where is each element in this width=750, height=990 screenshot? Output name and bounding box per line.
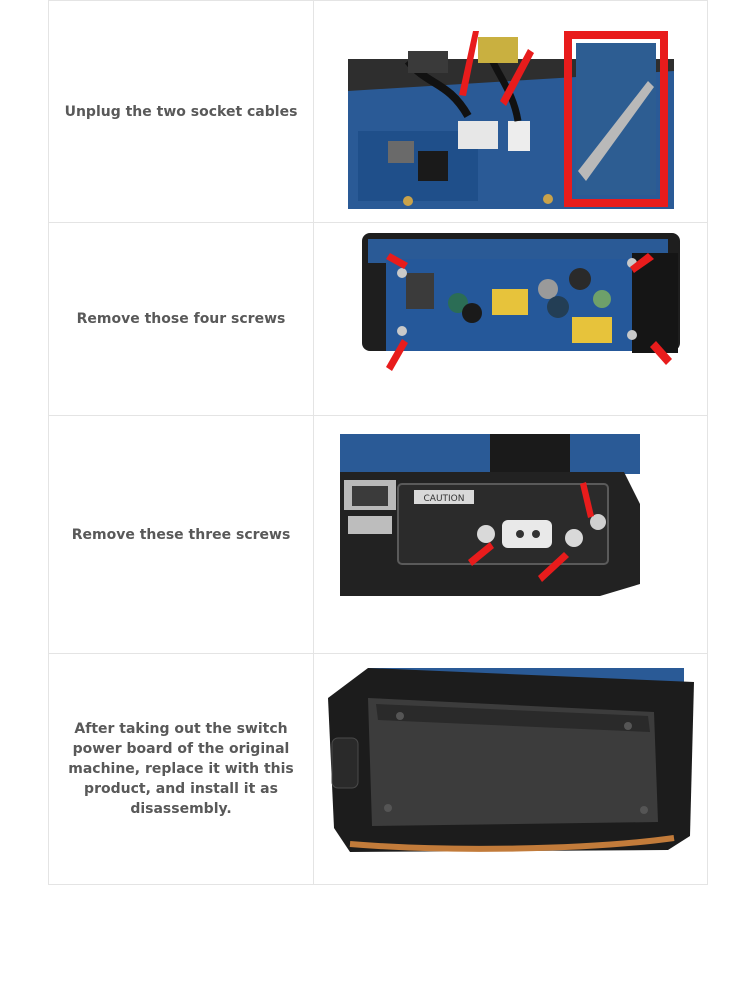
power-board-screws-photo [362,233,682,373]
step-row-1 [49,0,707,222]
installation-guide-table [48,0,708,885]
empty-case-photo [328,668,694,852]
step-4-instruction: After taking out the switch power board of the original machine, replace it with this product, and install it as disassembly. [68,721,294,817]
step-3-instruction: Remove these three screws [71,526,291,543]
step-2-photo-cell [313,223,708,415]
step-row-3 [49,415,707,653]
step-row-2 [49,222,707,415]
step-2-instruction: Remove those four screws [76,311,286,327]
step-4-photo-cell [313,654,708,884]
step-row-4 [49,653,707,884]
pcb-socket-cables-photo [348,31,674,209]
rear-panel-screws-photo [340,434,640,596]
step-1-instruction: Unplug the two socket cables [64,103,298,120]
step-1-photo-cell [313,1,708,222]
caution-label: CAUTION [423,494,465,504]
step-3-photo-cell [313,416,708,653]
